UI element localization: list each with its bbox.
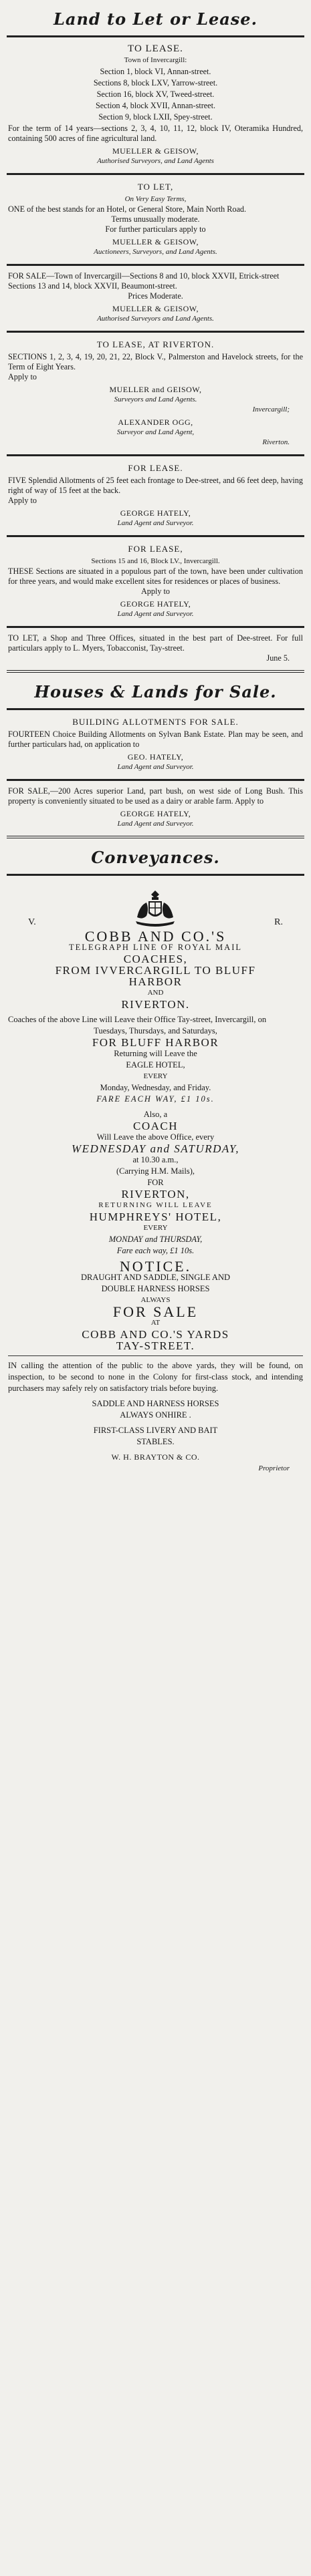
advert-body: TO LET, a Shop and Three Offices, situated in the best part of Dee-street. For full particulars apply to L. Myers, Tobacconist, Tay-street. — [8, 633, 303, 653]
vr-left: V. — [28, 917, 36, 927]
coach-body: Coaches of the above Line will Leave their Office Tay-street, Invercargill, on — [8, 1015, 267, 1024]
royal-arms-row — [8, 881, 303, 931]
advert-title: TO LET, — [137, 182, 174, 192]
apply-line: Apply to — [141, 587, 170, 596]
coach-line: COACHES, — [123, 953, 188, 965]
advert-date: June 5. — [266, 653, 290, 663]
coach-return: Returning will Leave the — [114, 1049, 197, 1058]
advertiser-name: MUELLER & GEISOW, — [112, 146, 199, 156]
section-line: Section 9, block LXII, Spey-street. — [98, 112, 213, 122]
coach-days: MONDAY and THURSDAY, — [108, 1235, 203, 1244]
coach-hotel: EAGLE HOTEL, — [126, 1060, 185, 1070]
advert-body — [8, 204, 303, 214]
section-heading-land: Land to Let or Lease. — [54, 9, 257, 29]
advertiser-place: Invercargill; — [252, 406, 290, 414]
yards-heading: COBB AND CO.'S YARDS — [82, 1328, 229, 1341]
coach-title: COBB AND CO.'S — [84, 928, 227, 945]
coach-also: Also, a — [143, 1110, 168, 1119]
advert-body-2: Sections 13 and 14, block XXVII, Beaumont-street. — [8, 281, 177, 291]
advertiser-role: Surveyors and Land Agents. — [114, 395, 197, 404]
coach-days: Tuesdays, Thursdays, and Saturdays, — [94, 1026, 217, 1035]
advertiser-role: Proprietor — [258, 1464, 290, 1472]
advertiser-name: GEORGE HATELY, — [120, 809, 191, 818]
advert-body: SECTIONS 1, 2, 3, 4, 19, 20, 21, 22, Block V., Palmerston and Havelock streets, for the Term of Eight Years. — [8, 352, 303, 371]
advertiser-role: Authorised Surveyors and Land Agents. — [97, 315, 214, 323]
coach-word: COACH — [132, 1120, 178, 1132]
section-line: Sections 8, block LXV, Yarrow-street. — [93, 78, 218, 88]
notice-heading: NOTICE. — [119, 1258, 192, 1275]
advert-to-let-hotel-stand — [7, 175, 304, 264]
coach-line: HARBOR — [128, 975, 183, 988]
advert-body: FIVE Splendid Allotments of 25 feet each frontage to Dee-street, and 66 feet deep, having right of way of 15 feet at the back. — [8, 476, 303, 495]
apply-line: Apply to — [8, 372, 37, 381]
coach-destination: FOR BLUFF HARBOR — [92, 1036, 219, 1049]
saddle-line: ALWAYS ONHIRE . — [120, 1410, 191, 1420]
advert-title: FOR LEASE. — [128, 463, 183, 473]
advert-body: THESE Sections are situated in a populous part of the town, have been under cultivation for three years, and would make excellent sites for residences or places of business. — [8, 567, 303, 586]
horses-line: DRAUGHT AND SADDLE, SINGLE AND — [80, 1273, 231, 1282]
coach-fare: Fare each way, £1 10s. — [116, 1246, 195, 1255]
advert-lease-riverton — [7, 333, 304, 454]
street-heading: TAY-STREET. — [116, 1339, 195, 1352]
coach-line: TELEGRAPH LINE OF ROYAL MAIL — [69, 943, 242, 952]
advertiser-name: W. H. BRAYTON & CO. — [111, 1452, 200, 1462]
livery-line: FIRST-CLASS LIVERY AND BAIT — [93, 1426, 218, 1435]
coach-line: FROM IVVERCARGILL TO BLUFF — [55, 964, 256, 977]
section-line: Section 1, block VI, Annan-street. — [100, 67, 211, 76]
advert-subtitle: On Very Easy Terms, — [124, 195, 187, 203]
coach-days: WEDNESDAY and SATURDAY, — [72, 1142, 239, 1155]
advert-title: TO LEASE, AT RIVERTON. — [96, 339, 215, 349]
advert-cobb-and-co-coaches — [7, 876, 304, 1481]
coach-returning: RETURNING WILL LEAVE — [98, 1201, 213, 1209]
yards-body: IN calling the attention of the public to the above yards, they will be found, on inspection, to be second to none in the Colony for first-class stock, and intending purchasers may safely rely on satisfactory trials before buying. — [8, 1361, 303, 1393]
advertiser-role: Land Agent and Surveyor. — [117, 820, 194, 828]
advert-line: For further particulars apply to — [105, 224, 206, 234]
coach-every: EVERY — [143, 1072, 168, 1080]
advertiser-place: Riverton. — [262, 438, 290, 446]
coach-destination: RIVERTON, — [121, 1188, 190, 1200]
advertiser-name: GEORGE HATELY, — [120, 599, 191, 609]
advert-title: BUILDING ALLOTMENTS FOR SALE. — [72, 717, 239, 727]
advert-for-lease-allotments — [7, 456, 304, 535]
advert-for-sale-200-acres — [7, 781, 304, 836]
advertiser-role: Surveyor and Land Agent, — [116, 428, 195, 436]
advertiser-name: MUELLER & GEISOW, — [112, 304, 199, 313]
advert-title: TO LEASE. — [128, 43, 183, 54]
advert-subtitle: Town of Invercargill: — [124, 56, 187, 64]
coach-leave: Will Leave the above Office, every — [96, 1132, 215, 1142]
advert-body: FOR SALE—Town of Invercargill—Sections 8 and 10, block XXVII, Etrick-street — [8, 271, 280, 281]
section-line: Section 16, block XV, Tweed-street. — [96, 90, 215, 99]
advertiser-name: MUELLER & GEISOW, — [112, 237, 199, 247]
divider — [8, 1355, 303, 1356]
advert-for-sale-sections — [7, 266, 304, 331]
horses-line: DOUBLE HARNESS HORSES — [101, 1284, 210, 1293]
coach-every: EVERY — [143, 1224, 168, 1232]
advert-body: FOURTEEN Choice Building Allotments on Sylvan Bank Estate. Plan may be seen, and further particulars had, on application to — [8, 730, 303, 749]
coach-days: Monday, Wednesday, and Friday. — [100, 1083, 211, 1092]
advert-subtitle: Sections 15 and 16, Block LV., Invercargill. — [91, 557, 220, 565]
livery-line: STABLES. — [136, 1437, 175, 1446]
section-list — [8, 67, 303, 122]
advertiser-role: Land Agent and Surveyor. — [117, 610, 194, 618]
section-heading-conveyances: Conveyances. — [91, 848, 220, 867]
coach-fare: FARE EACH WAY, £1 10s. — [96, 1094, 215, 1104]
advert-to-lease-invercargill — [7, 37, 304, 173]
advertiser-name: GEO. HATELY, — [127, 752, 184, 762]
advert-body: FOR SALE,—200 Acres superior Land, part bush, on west side of Long Bush. This property is conveniently situated to be used as a dairy or arable farm. Apply to — [8, 786, 303, 806]
advert-body: For the term of 14 years—sections 2, 3, 4, 10, 11, 12, block IV, Oteramika Hundred, containing 500 acres of fine agricultural land. — [8, 124, 303, 143]
for-sale-heading: FOR SALE — [112, 1303, 199, 1320]
advert-title: FOR LEASE, — [128, 544, 183, 554]
advertiser-role: Land Agent and Surveyor. — [117, 763, 194, 771]
coach-line: RIVERTON. — [121, 998, 190, 1011]
advertiser-role: Authorised Surveyors, and Land Agents — [97, 157, 214, 165]
coach-hotel: HUMPHREYS' HOTEL, — [89, 1211, 222, 1223]
saddle-line: SADDLE AND HARNESS HORSES — [92, 1399, 219, 1408]
coach-for: FOR — [147, 1178, 164, 1187]
advertiser-name: GEORGE HATELY, — [120, 508, 191, 518]
advert-to-let-shop — [7, 628, 304, 670]
at-word: AT — [150, 1319, 161, 1327]
section-line: Section 4, block XVII, Annan-street. — [95, 101, 216, 110]
coach-mails: (Carrying H.M. Mails), — [116, 1166, 195, 1176]
vr-right: R. — [274, 917, 283, 927]
section-heading-houses: Houses & Lands for Sale. — [34, 682, 277, 701]
advertiser-role: Land Agent and Surveyor. — [117, 519, 194, 527]
advertiser-name: ALEXANDER OGG, — [118, 418, 193, 427]
advertiser-role: Auctioneers, Surveyors, and Land Agents. — [94, 248, 217, 256]
advert-building-allotments — [7, 710, 304, 779]
royal-coat-of-arms-icon — [132, 888, 179, 928]
coach-time: at 10.30 a.m., — [132, 1155, 179, 1164]
price-note: Prices Moderate. — [128, 291, 183, 301]
apply-line: Apply to — [8, 496, 37, 505]
horses-always: ALWAYS — [140, 1296, 171, 1304]
coach-and: AND — [147, 989, 164, 997]
advert-for-lease-sections-15-16 — [7, 537, 304, 626]
advertiser-name: MUELLER and GEISOW, — [109, 385, 202, 394]
advert-body-text: ONE of the best stands for an Hotel, or General Store, Main North Road. — [8, 204, 247, 214]
advert-line: Terms unusually moderate. — [111, 214, 200, 224]
